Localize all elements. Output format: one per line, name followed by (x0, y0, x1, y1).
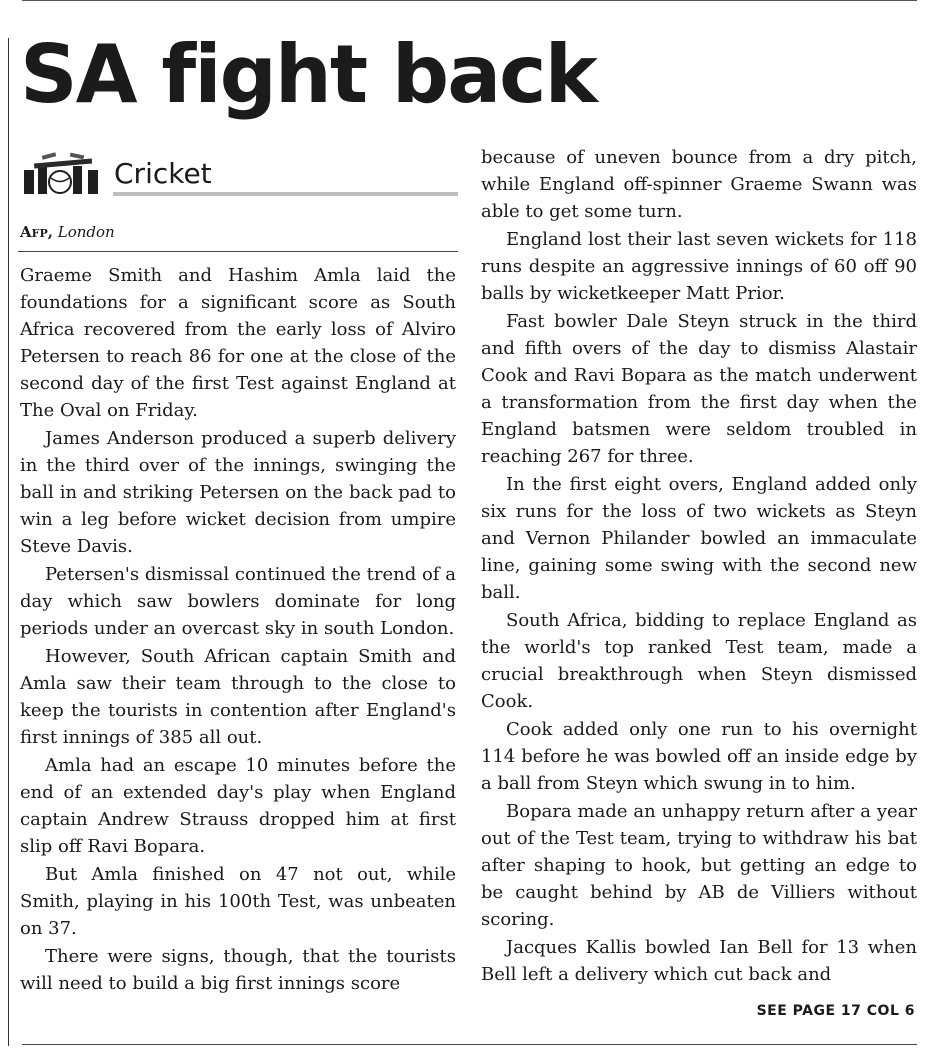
headline: SA fight back (20, 28, 596, 121)
section-bar (113, 192, 458, 196)
paragraph: Bopara made an unhappy return after a year out of the Test team, trying to withdraw his bat after shaping to hook, but getting an edge to be caught behind by AB de Villiers without scoring. (481, 801, 917, 930)
paragraph: because of uneven bounce from a dry pitch, while England off-spinner Graeme Swann was able to get some turn. (481, 147, 917, 222)
left-rule (8, 38, 9, 1046)
paragraph: Petersen's dismissal continued the trend of a day which saw bowlers dominate for long periods under an overcast sky in south London. (20, 564, 456, 639)
paragraph: There were signs, though, that the tourists will need to build a big first innings score (20, 946, 456, 994)
paragraph: In the first eight overs, England added only six runs for the loss of two wickets as Steyn and Vernon Philander bowled an immaculate line, gaining some swing with the second new ball. (481, 474, 917, 603)
paragraph: Amla had an escape 10 minutes before the end of an extended day's play when England captain Andrew Strauss dropped him at first slip off Ravi Bopara. (20, 755, 456, 857)
dateline-agency: Afp, (20, 223, 53, 241)
article-column-1 (20, 262, 456, 998)
paragraph: James Anderson produced a superb delivery in the third over of the innings, swinging the ball in and striking Petersen on the back pad to win a leg before wicket decision from umpire Steve Davis. (20, 428, 456, 557)
dateline-place: London (57, 223, 115, 241)
paragraph: Cook added only one run to his overnight 114 before he was bowled off an inside edge by a ball from Steyn which swung in to him. (481, 719, 917, 794)
cricket-stumps-icon (18, 150, 108, 196)
dateline (20, 222, 115, 242)
continued-jump-line: SEE PAGE 17 COL 6 (756, 1003, 915, 1019)
section-label: Cricket (114, 157, 212, 190)
section-tag (18, 150, 458, 202)
bottom-rule (22, 1044, 917, 1045)
paragraph: Graeme Smith and Hashim Amla laid the foundations for a significant score as South Africa recovered from the early loss of Alviro Petersen to reach 86 for one at the close of the second day of the first Test against England at The Oval on Friday. (20, 265, 456, 421)
top-rule (22, 0, 917, 1)
paragraph: Fast bowler Dale Steyn struck in the third and fifth overs of the day to dismiss Alastair Cook and Ravi Bopara as the match underwent a transformation from the first day when the England batsmen were seldom troubled in reaching 267 for three. (481, 311, 917, 467)
paragraph: But Amla finished on 47 not out, while Smith, playing in his 100th Test, was unbeaten on 37. (20, 864, 456, 939)
article-column-2 (481, 144, 917, 989)
paragraph: England lost their last seven wickets for 118 runs despite an aggressive innings of 60 off 90 balls by wicketkeeper Matt Prior. (481, 229, 917, 304)
dateline-rule (18, 251, 458, 252)
paragraph: South Africa, bidding to replace England as the world's top ranked Test team, made a crucial breakthrough when Steyn dismissed Cook. (481, 610, 917, 712)
paragraph: Jacques Kallis bowled Ian Bell for 13 when Bell left a delivery which cut back and (481, 937, 917, 985)
paragraph: However, South African captain Smith and Amla saw their team through to the close to keep the tourists in contention after England's first innings of 385 all out. (20, 646, 456, 748)
